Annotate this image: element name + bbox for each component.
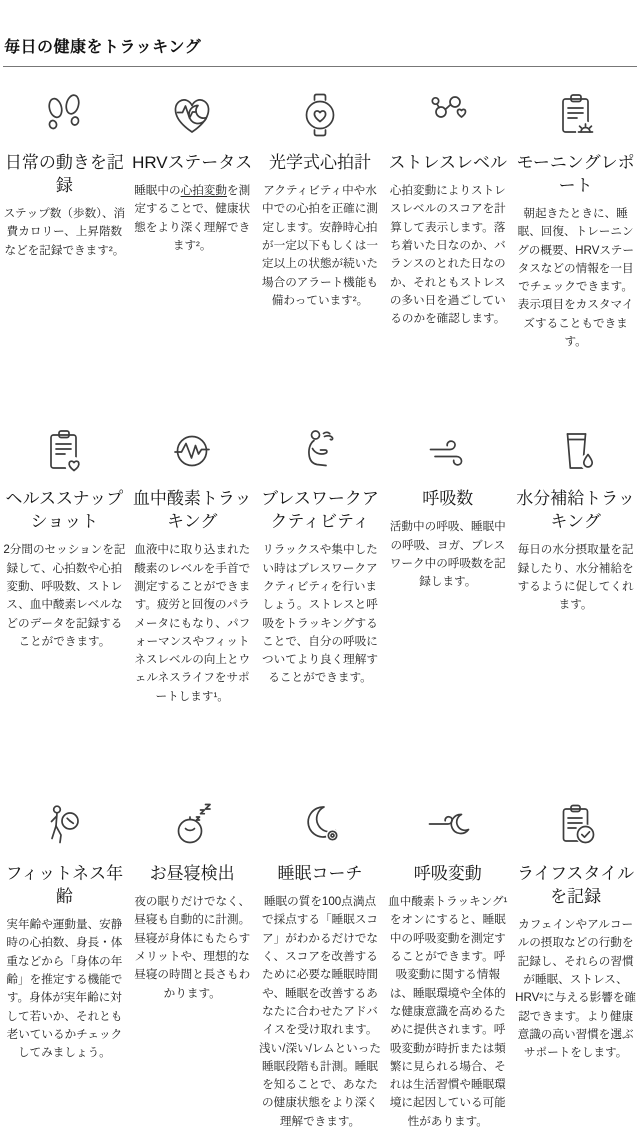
feature-card-daily-activity xyxy=(3,87,126,351)
feature-description: 血中酸素トラッキング¹をオンにすると、睡眠中の呼吸変動を測定することができます。呼吸変動に関する情報は、睡眠環境や全体的な健康意識を高めるために提供されます。呼吸変動が時折または頻繁に見られる場合、それは生活習慣や睡眠環境に起因している可能性があります。 xyxy=(388,895,508,1128)
feature-title: フィットネス年齢 xyxy=(5,864,124,906)
feature-title: ライフスタイルを記録 xyxy=(517,864,635,906)
feature-description: 心拍変動によりストレスレベルのスコアを計算して表示します。落ち着いた日なのか、バランスのとれた日なのか、それともストレスの多い日を過ごしているのかを確認します。 xyxy=(389,183,506,326)
feature-card-optical-hr xyxy=(259,87,382,351)
feature-description: 毎日の水分摂取量を記録したり、水分補給をするように促してくれます。 xyxy=(517,543,634,612)
feature-title: 睡眠コーチ xyxy=(277,864,363,884)
feature-description: 2分間のセッションを記録して、心拍数や心拍変動、呼吸数、ストレス、血中酸素レベルなどのデータを記録することができます。 xyxy=(3,543,126,648)
wind-icon xyxy=(386,423,509,479)
feature-description: 睡眠の質を100点満点で採点する「睡眠スコア」がわかるだけでなく、スコアを改善するために必要な睡眠時間や、睡眠を改善するあなたに合わせたアドバイスを受け取れます。浅い/深い/レムといった睡眠段階も計測。睡眠を知ることで、あなたの健康状態をより深く理解できます。 xyxy=(259,895,381,1128)
feature-title: 水分補給トラッキング xyxy=(516,489,635,532)
hrv-link[interactable]: 心拍変動 xyxy=(180,183,227,197)
nap-clock-icon xyxy=(131,798,254,854)
morning-report-icon xyxy=(514,87,637,143)
feature-title: 呼吸変動 xyxy=(413,864,482,884)
feature-title: お昼寝検出 xyxy=(149,864,235,884)
feature-card-morning-report xyxy=(514,87,637,351)
page-header xyxy=(3,0,637,67)
clipboard-heart-icon xyxy=(3,423,126,479)
feature-description: 活動中の呼吸、睡眠中の呼吸、ヨガ、ブレスワーク中の呼吸数を記録します。 xyxy=(389,520,506,589)
feature-title: HRVステータス xyxy=(132,153,253,172)
breath-moon-icon xyxy=(386,798,509,854)
feature-description-text: 睡眠中の xyxy=(134,183,181,197)
feature-card-nap-detection xyxy=(131,798,254,1131)
feature-title: ストレスレベル xyxy=(388,153,508,172)
feature-card-breathwork xyxy=(259,423,382,706)
feature-description: 血液中に取り込まれた酸素のレベルを手首で測定することができます。疲労と回復のパラメータにもなり、パフォーマンスやフィットネスレベルの向上とウェルネスライフをサポートします¹。 xyxy=(134,543,251,703)
feature-title: 光学式心拍計 xyxy=(268,153,371,172)
watch-heart-icon xyxy=(259,87,382,143)
feature-description: ステップ数（歩数）、消費カロリー、上昇階数などを記録できます²。 xyxy=(3,206,126,257)
feature-title: 血中酸素トラッキング xyxy=(132,489,252,532)
feature-title: 日常の動きを記録 xyxy=(4,153,124,195)
feature-card-spo2-tracking xyxy=(131,423,254,706)
feature-grid-row-3 xyxy=(3,798,637,1131)
feature-card-fitness-age xyxy=(3,798,126,1131)
page-title: 毎日の健康をトラッキング xyxy=(4,39,202,56)
feature-description: リラックスや集中したい時はブレスワークアクティビティを行いましょう。ストレスと呼吸をトラッキングすることで、自分の呼吸についてより良く理解することができます。 xyxy=(262,543,378,685)
feature-card-lifestyle-log xyxy=(514,798,637,1131)
sleep-moon-icon xyxy=(259,798,382,854)
feature-grid-row-2 xyxy=(3,423,637,706)
feature-card-sleep-coach xyxy=(259,798,382,1131)
feature-description: 実年齢や運動量、安静時の心拍数、身長・体重などから「身体の年齢」を推定する機能です。身体が実年齢に対して若いか、それとも老いているかチェックしてみましょう。 xyxy=(6,917,123,1060)
feature-description-text: を測定することで、健康状態をより深く理解できます²。 xyxy=(134,183,251,252)
feature-title: ヘルススナップショット xyxy=(5,489,124,532)
feature-card-respiration-rate xyxy=(386,423,509,706)
feature-card-breathing-variation xyxy=(386,798,509,1131)
spo2-waveform-icon xyxy=(131,423,254,479)
feature-card-hrv-status xyxy=(131,87,254,351)
feature-card-hydration-tracking xyxy=(514,423,637,706)
feature-card-stress-level xyxy=(386,87,509,351)
fitness-age-icon xyxy=(3,798,126,854)
feature-description: 夜の眠りだけでなく、昼寝も自動的に計測。昼寝が身体にもたらすメリットや、理想的な昼寝の時間と長さもわかります。 xyxy=(134,895,251,1000)
feature-grid-row-1 xyxy=(3,87,637,351)
feature-description: カフェインやアルコールの摂取などの行動を記録し、それらの習慣が睡眠、ストレス、HRV²に与える影響を確認できます。より健康意識の高い習慣を選ぶサポートをします。 xyxy=(515,917,637,1060)
lifestyle-check-icon xyxy=(514,798,637,854)
feature-title: モーニングレポート xyxy=(516,153,635,195)
feature-description: アクティビティ中や水中での心拍を正確に測定します。安静時心拍が一定以下もしくは一定以上の状態が続いた場合のアラート機能も備わっています²。 xyxy=(262,183,378,307)
feature-title: ブレスワークアクティビティ xyxy=(261,489,379,532)
stress-molecule-icon xyxy=(386,87,509,143)
feature-card-health-snapshot xyxy=(3,423,126,706)
feature-title: 呼吸数 xyxy=(422,489,474,509)
water-glass-icon xyxy=(514,423,637,479)
feature-description xyxy=(131,182,254,255)
meditation-icon xyxy=(259,423,382,479)
footprints-icon xyxy=(3,87,126,143)
feature-description: 朝起きたときに、睡眠、回復、トレーニングの概要、HRVステータスなどの情報を一目でチェックできます。表示項目をカスタマイズすることもできます。 xyxy=(517,206,634,349)
hrv-heart-icon xyxy=(131,87,254,143)
